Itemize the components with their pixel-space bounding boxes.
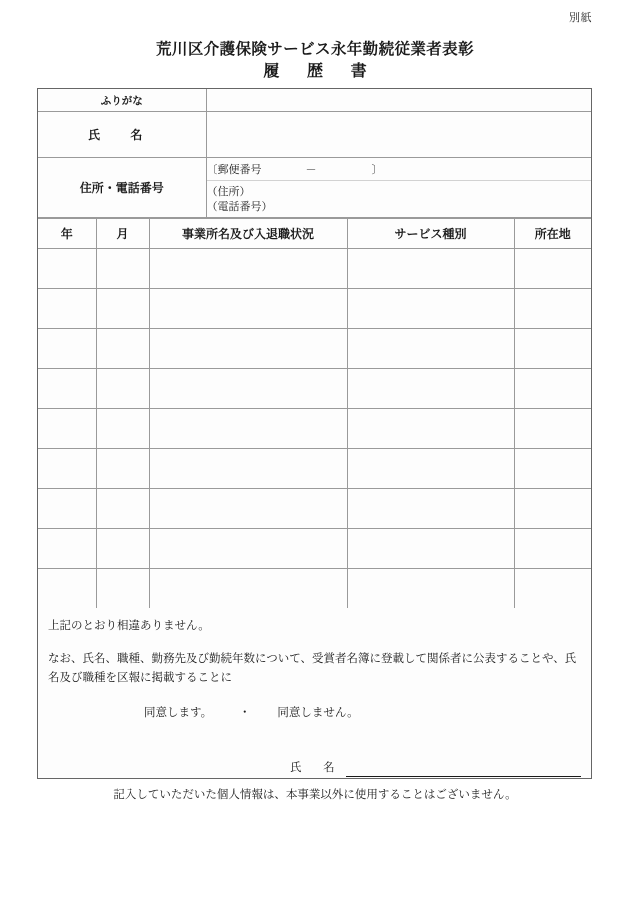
- history-cell-location[interactable]: [514, 489, 591, 529]
- history-cell-location[interactable]: [514, 329, 591, 369]
- name-input[interactable]: [206, 112, 591, 158]
- table-row: [38, 449, 591, 489]
- furigana-row: [38, 89, 591, 112]
- history-cell-year[interactable]: [38, 369, 96, 409]
- signature-section: [48, 758, 581, 777]
- history-cell-service_type[interactable]: [347, 289, 514, 329]
- history-cell-office[interactable]: [149, 409, 347, 449]
- history-header-row: [38, 219, 591, 249]
- table-row: [38, 249, 591, 289]
- history-cell-year[interactable]: [38, 449, 96, 489]
- personal-info-table: [38, 89, 591, 218]
- history-cell-location[interactable]: [514, 409, 591, 449]
- employment-history-table: [38, 218, 591, 608]
- history-cell-year[interactable]: [38, 569, 96, 609]
- history-cell-location[interactable]: [514, 249, 591, 289]
- attachment-label: 別紙: [569, 11, 592, 24]
- history-cell-month[interactable]: [96, 369, 149, 409]
- history-cell-location[interactable]: [514, 289, 591, 329]
- history-cell-office[interactable]: [149, 449, 347, 489]
- signature-label: 氏 名: [290, 760, 344, 774]
- history-cell-service_type[interactable]: [347, 369, 514, 409]
- history-cell-month[interactable]: [96, 569, 149, 609]
- history-cell-office[interactable]: [149, 369, 347, 409]
- consent-separator: ・: [239, 705, 251, 719]
- column-header-office: 事業所名及び入退職状況: [149, 219, 347, 249]
- history-cell-month[interactable]: [96, 489, 149, 529]
- history-cell-location[interactable]: [514, 529, 591, 569]
- history-cell-month[interactable]: [96, 409, 149, 449]
- history-cell-service_type[interactable]: [347, 569, 514, 609]
- phone-field[interactable]: （電話番号）: [206, 200, 273, 213]
- name-label: 氏 名: [38, 112, 206, 158]
- consent-options: [48, 703, 581, 722]
- document-title: 荒川区介護保険サービス永年勤続従業者表彰: [155, 40, 474, 58]
- history-cell-service_type[interactable]: [347, 529, 514, 569]
- table-row: [38, 369, 591, 409]
- history-cell-office[interactable]: [149, 249, 347, 289]
- postal-code-field[interactable]: 〔郵便番号 － 〕: [206, 158, 591, 181]
- name-row: [38, 112, 591, 158]
- history-cell-service_type[interactable]: [347, 449, 514, 489]
- table-row: [38, 529, 591, 569]
- history-cell-year[interactable]: [38, 289, 96, 329]
- consent-disagree-option[interactable]: 同意しません。: [277, 705, 359, 719]
- document-subtitle: 履 歴 書: [263, 61, 378, 80]
- history-cell-service_type[interactable]: [347, 329, 514, 369]
- history-cell-location[interactable]: [514, 569, 591, 609]
- history-cell-year[interactable]: [38, 529, 96, 569]
- address-field[interactable]: （住所）: [206, 185, 251, 198]
- history-cell-month[interactable]: [96, 289, 149, 329]
- table-row: [38, 489, 591, 529]
- table-row: [38, 569, 591, 609]
- furigana-label: ふりがな: [38, 89, 206, 112]
- column-header-service-type: サービス種別: [347, 219, 514, 249]
- history-cell-month[interactable]: [96, 449, 149, 489]
- address-row: [38, 158, 591, 181]
- history-cell-year[interactable]: [38, 489, 96, 529]
- history-cell-office[interactable]: [149, 569, 347, 609]
- history-cell-year[interactable]: [38, 249, 96, 289]
- history-cell-location[interactable]: [514, 449, 591, 489]
- declaration-section: [38, 608, 591, 777]
- history-table-header: [38, 219, 591, 249]
- history-cell-year[interactable]: [38, 409, 96, 449]
- table-row: [38, 409, 591, 449]
- history-table-body: [38, 249, 591, 609]
- history-cell-month[interactable]: [96, 249, 149, 289]
- history-cell-office[interactable]: [149, 329, 347, 369]
- column-header-location: 所在地: [514, 219, 591, 249]
- table-row: [38, 289, 591, 329]
- furigana-input[interactable]: [206, 89, 591, 112]
- privacy-note: 記入していただいた個人情報は、本事業以外に使用することはございません。: [113, 787, 517, 801]
- signature-input[interactable]: [346, 762, 581, 777]
- history-cell-office[interactable]: [149, 489, 347, 529]
- address-label: 住所・電話番号: [38, 158, 206, 218]
- column-header-month: 月: [96, 219, 149, 249]
- history-cell-month[interactable]: [96, 529, 149, 569]
- form-frame: [37, 88, 592, 779]
- consent-agree-option[interactable]: 同意します。: [144, 705, 213, 719]
- history-cell-office[interactable]: [149, 529, 347, 569]
- history-cell-service_type[interactable]: [347, 489, 514, 529]
- table-row: [38, 329, 591, 369]
- column-header-year: 年: [38, 219, 96, 249]
- title-block: [0, 39, 630, 82]
- address-detail-cell[interactable]: [206, 181, 591, 218]
- history-cell-service_type[interactable]: [347, 409, 514, 449]
- history-cell-service_type[interactable]: [347, 249, 514, 289]
- history-cell-office[interactable]: [149, 289, 347, 329]
- declaration-line-1: 上記のとおり相違ありません。: [48, 618, 210, 632]
- declaration-line-2: なお、氏名、職種、勤務先及び勤続年数について、受賞者名簿に登載して関係者に公表することや、氏名及び職種を区報に掲載することに: [48, 651, 577, 684]
- history-cell-month[interactable]: [96, 329, 149, 369]
- history-cell-location[interactable]: [514, 369, 591, 409]
- history-cell-year[interactable]: [38, 329, 96, 369]
